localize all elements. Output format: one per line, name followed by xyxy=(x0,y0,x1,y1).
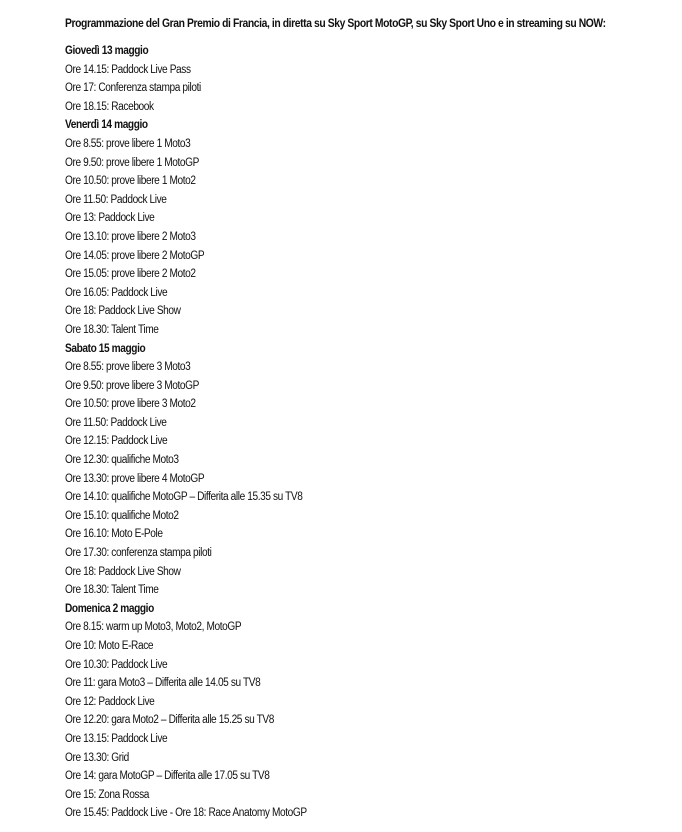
schedule-entry: Ore 11: gara Moto3 – Differita alle 14.05 su TV8 xyxy=(65,677,261,690)
schedule-entry: Ore 13.30: prove libere 4 MotoGP xyxy=(65,472,205,485)
schedule-entry: Ore 18.15: Racebook xyxy=(65,100,154,113)
schedule-entry: Ore 14.10: qualifiche MotoGP – Differita alle 15.35 su TV8 xyxy=(65,491,303,504)
schedule-entry: Ore 11.50: Paddock Live xyxy=(65,193,167,206)
schedule-entry: Ore 9.50: prove libere 1 MotoGP xyxy=(65,156,199,169)
day-section xyxy=(65,42,665,116)
intro-text: Programmazione del Gran Premio di Francia, in diretta su Sky Sport MotoGP, su Sky Sport Uno e in streaming su NOW: xyxy=(65,18,606,30)
schedule-entry: Ore 16.10: Moto E-Pole xyxy=(65,528,163,541)
schedule-entry: Ore 12.20: gara Moto2 – Differita alle 15.25 su TV8 xyxy=(65,714,274,727)
schedule-entry: Ore 18.30: Talent Time xyxy=(65,323,159,336)
schedule-entry: Ore 10.50: prove libere 3 Moto2 xyxy=(65,398,196,411)
schedule-entry: Ore 10.30: Paddock Live xyxy=(65,658,168,671)
schedule-entry: Ore 12: Paddock Live xyxy=(65,695,155,708)
schedule-days xyxy=(65,42,665,823)
schedule-entry: Ore 8.55: prove libere 3 Moto3 xyxy=(65,361,191,374)
day-heading: Venerdì 14 maggio xyxy=(65,119,148,132)
schedule-entry: Ore 12.30: qualifiche Moto3 xyxy=(65,454,179,467)
day-heading: Domenica 2 maggio xyxy=(65,602,154,615)
schedule-entry: Ore 15.05: prove libere 2 Moto2 xyxy=(65,268,196,281)
schedule-entry: Ore 15: Zona Rossa xyxy=(65,788,149,801)
schedule-entry: Ore 14.15: Paddock Live Pass xyxy=(65,63,191,76)
schedule-entry: Ore 11.50: Paddock Live xyxy=(65,416,167,429)
schedule-entry: Ore 13: Paddock Live xyxy=(65,212,155,225)
day-section xyxy=(65,340,665,600)
schedule-entry: Ore 17: Conferenza stampa piloti xyxy=(65,82,201,95)
schedule-entry: Ore 15.10: qualifiche Moto2 xyxy=(65,509,179,522)
schedule-entry: Ore 18.30: Talent Time xyxy=(65,584,159,597)
day-section xyxy=(65,600,665,823)
schedule-entry: Ore 16.05: Paddock Live xyxy=(65,286,168,299)
schedule-entry: Ore 8.55: prove libere 1 Moto3 xyxy=(65,137,191,150)
schedule-entry: Ore 8.15: warm up Moto3, Moto2, MotoGP xyxy=(65,621,242,634)
schedule-entry: Ore 10: Moto E-Race xyxy=(65,640,154,652)
schedule-document xyxy=(65,16,665,823)
day-heading: Giovedì 13 maggio xyxy=(65,45,149,57)
schedule-entry: Ore 17.30: conferenza stampa piloti xyxy=(65,547,212,560)
schedule-entry: Ore 14: gara MotoGP – Differita alle 17.05 su TV8 xyxy=(65,770,270,783)
schedule-entry: Ore 10.50: prove libere 1 Moto2 xyxy=(65,175,196,188)
day-section xyxy=(65,116,665,339)
schedule-entry: Ore 13.30: Grid xyxy=(65,751,129,764)
schedule-entry: Ore 13.15: Paddock Live xyxy=(65,732,168,745)
schedule-entry: Ore 18: Paddock Live Show xyxy=(65,565,181,578)
schedule-entry: Ore 12.15: Paddock Live xyxy=(65,435,168,448)
day-heading: Sabato 15 maggio xyxy=(65,342,146,355)
schedule-entry: Ore 13.10: prove libere 2 Moto3 xyxy=(65,230,196,243)
schedule-entry: Ore 14.05: prove libere 2 MotoGP xyxy=(65,249,205,262)
schedule-entry: Ore 18: Paddock Live Show xyxy=(65,305,181,318)
schedule-entry: Ore 9.50: prove libere 3 MotoGP xyxy=(65,379,199,392)
schedule-entry: Ore 15.45: Paddock Live - Ore 18: Race Anatomy MotoGP xyxy=(65,807,307,820)
